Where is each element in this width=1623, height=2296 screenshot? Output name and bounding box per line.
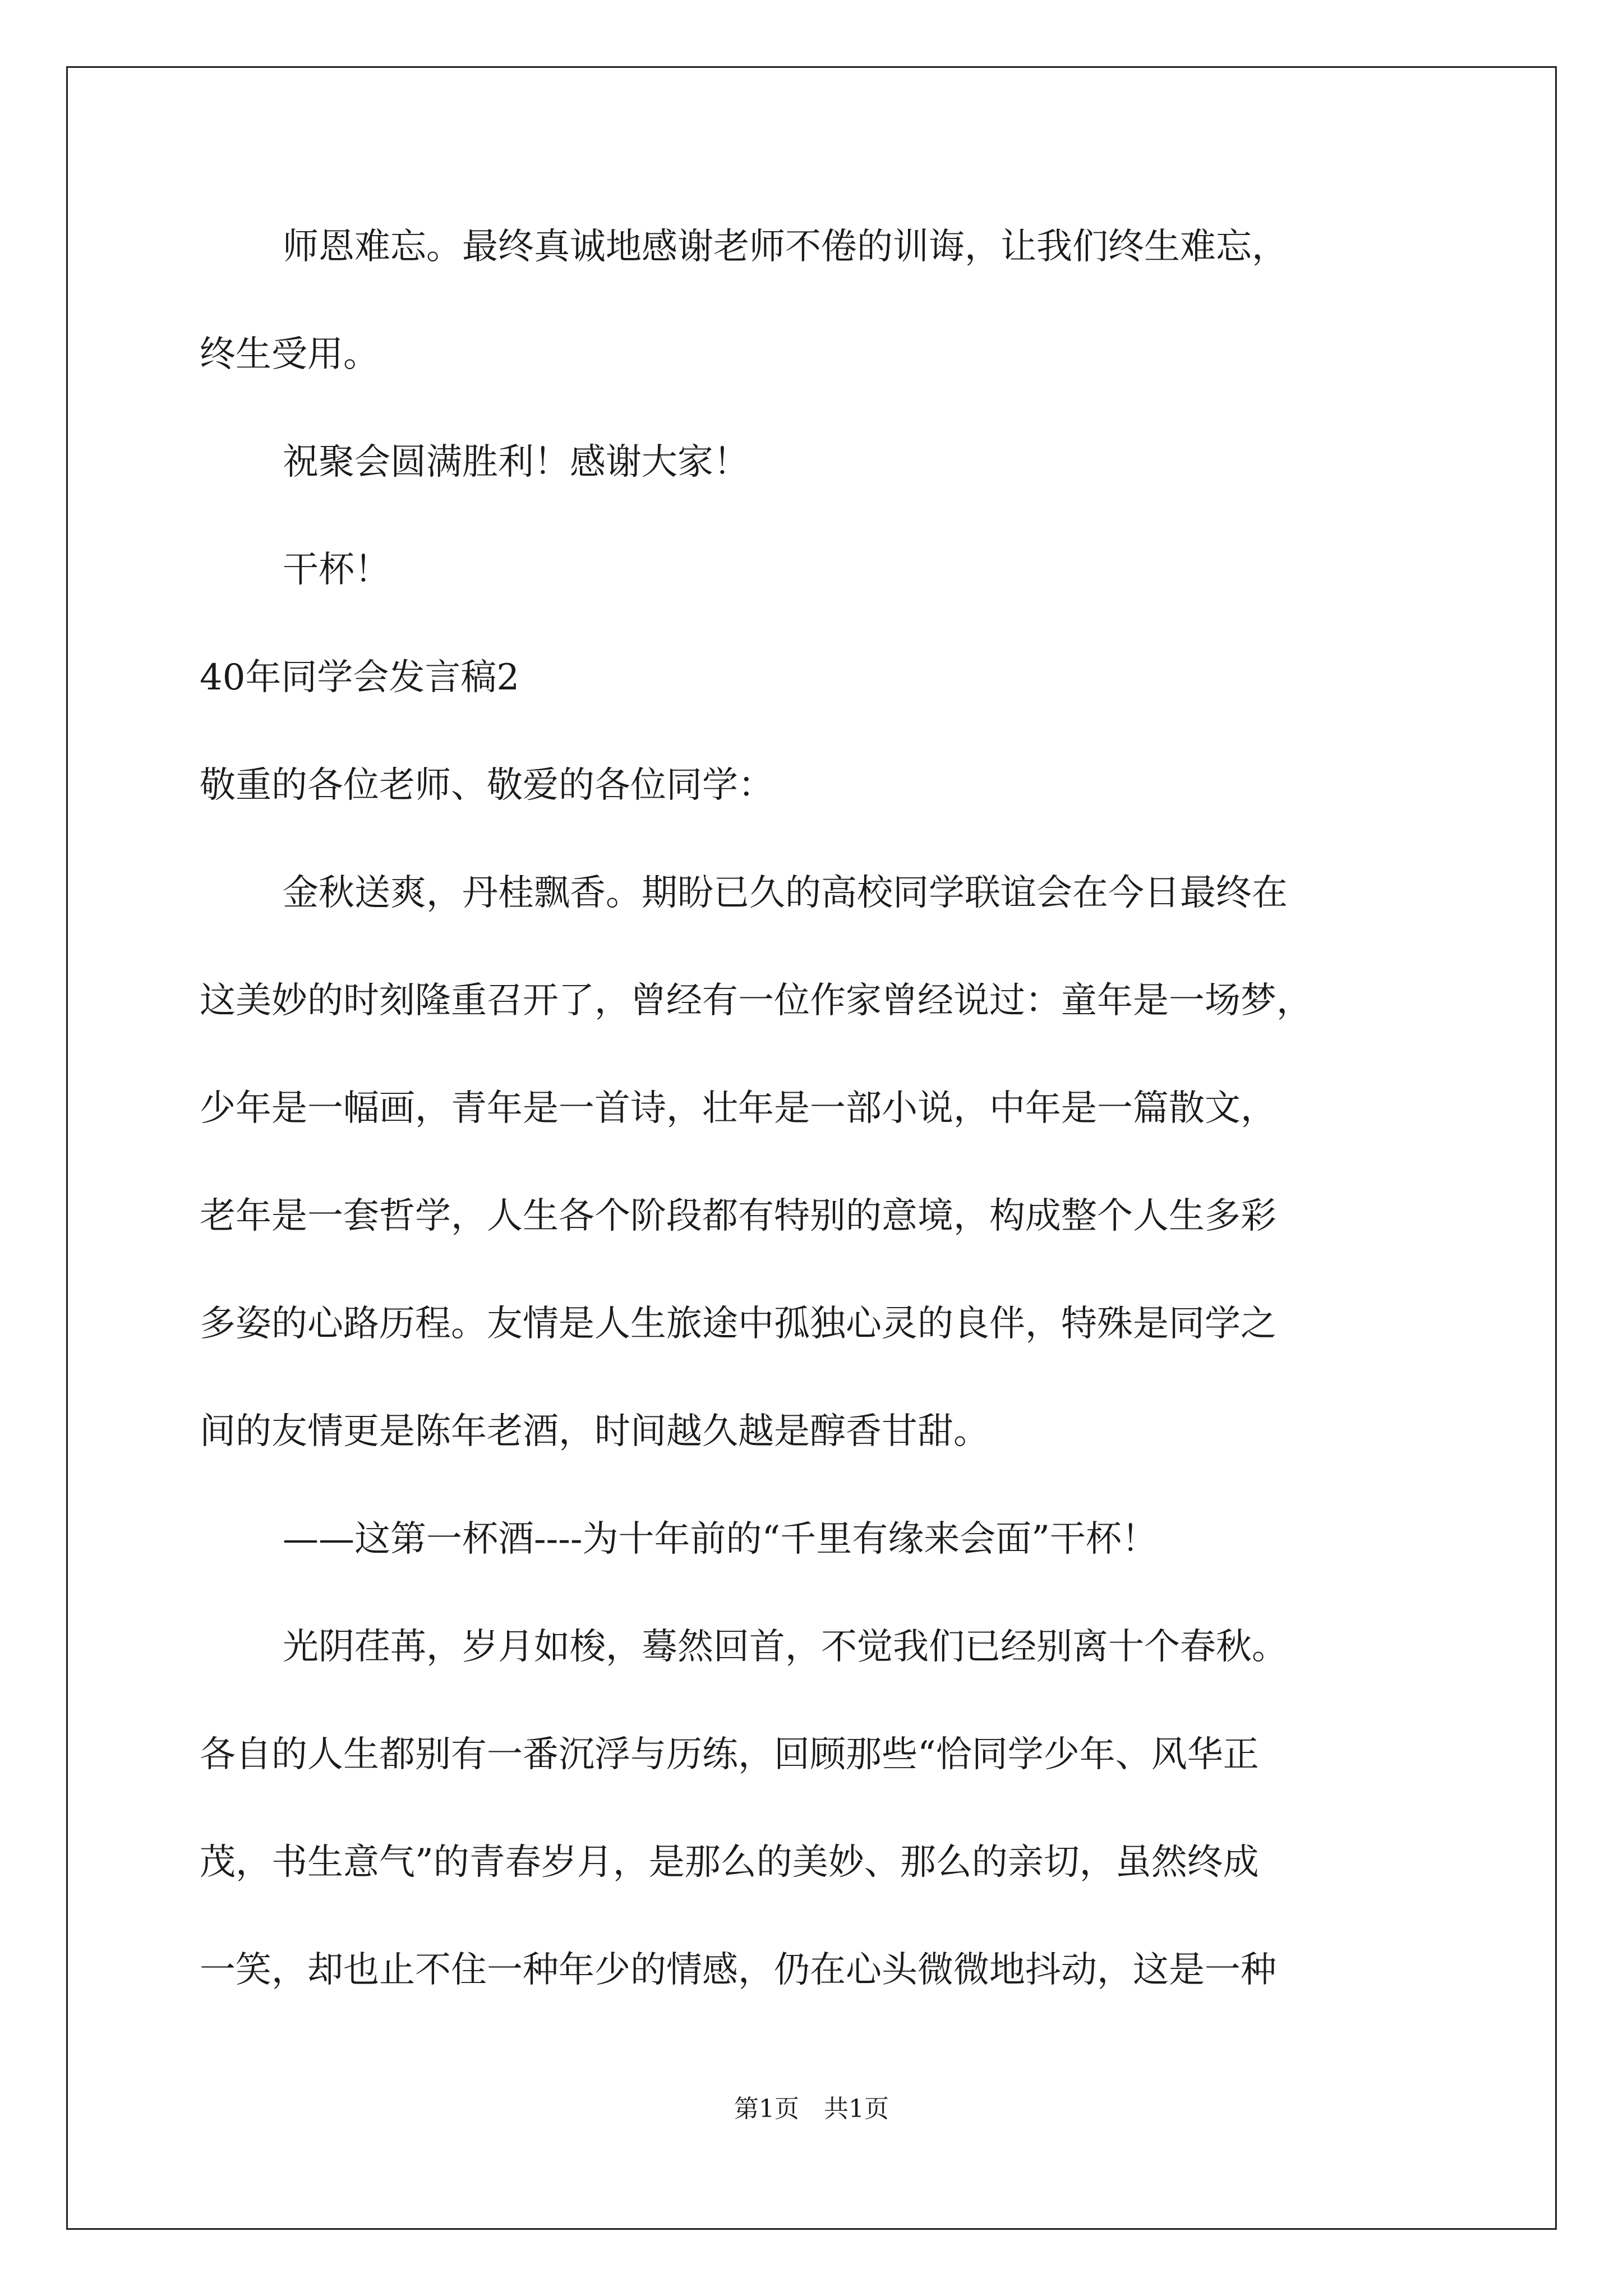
- paragraph-line: 这美妙的时刻隆重召开了，曾经有一位作家曾经说过：童年是一场梦，: [200, 980, 1312, 1022]
- paragraph-line: 老年是一套哲学，人生各个阶段都有特别的意境，构成整个人生多彩: [200, 1195, 1276, 1237]
- paragraph-line: 金秋送爽，丹桂飘香。期盼已久的高校同学联谊会在今日最终在: [283, 872, 1288, 914]
- paragraph-line: 少年是一幅画，青年是一首诗，壮年是一部小说，中年是一篇散文，: [200, 1088, 1276, 1129]
- paragraph-line: 终生受用。: [200, 334, 379, 375]
- paragraph-line: ——这第一杯酒----为十年前的“千里有缘来会面”干杯！: [283, 1519, 1158, 1560]
- page-footer: 第1页 共1页: [734, 2095, 889, 2123]
- section-heading: 40年同学会发言稿2: [200, 657, 520, 698]
- paragraph-line: 各自的人生都别有一番沉浮与历练，回顾那些“恰同学少年、风华正: [200, 1734, 1259, 1775]
- paragraph-line: 一笑，却也止不住一种年少的情感，仍在心头微微地抖动，这是一种: [200, 1949, 1276, 1991]
- salutation: 敬重的各位老师、敬爱的各位同学：: [200, 765, 774, 806]
- paragraph-line: 多姿的心路历程。友情是人生旅途中孤独心灵的良伴，特殊是同学之: [200, 1303, 1276, 1345]
- paragraph-line: 干杯！: [283, 549, 390, 591]
- paragraph-line: 茂，书生意气”的青春岁月，是那么的美妙、那么的亲切，虽然终成: [200, 1842, 1259, 1883]
- paragraph-line: 间的友情更是陈年老酒，时间越久越是醇香甘甜。: [200, 1411, 989, 1452]
- paragraph-line: 光阴荏苒，岁月如梭，蓦然回首，不觉我们已经别离十个春秋。: [283, 1626, 1288, 1668]
- paragraph-line: 祝聚会圆满胜利！感谢大家！: [283, 441, 749, 483]
- paragraph-line: 师恩难忘。最终真诚地感谢老师不倦的训诲，让我们终生难忘，: [283, 226, 1288, 268]
- page-border: [66, 66, 1557, 2230]
